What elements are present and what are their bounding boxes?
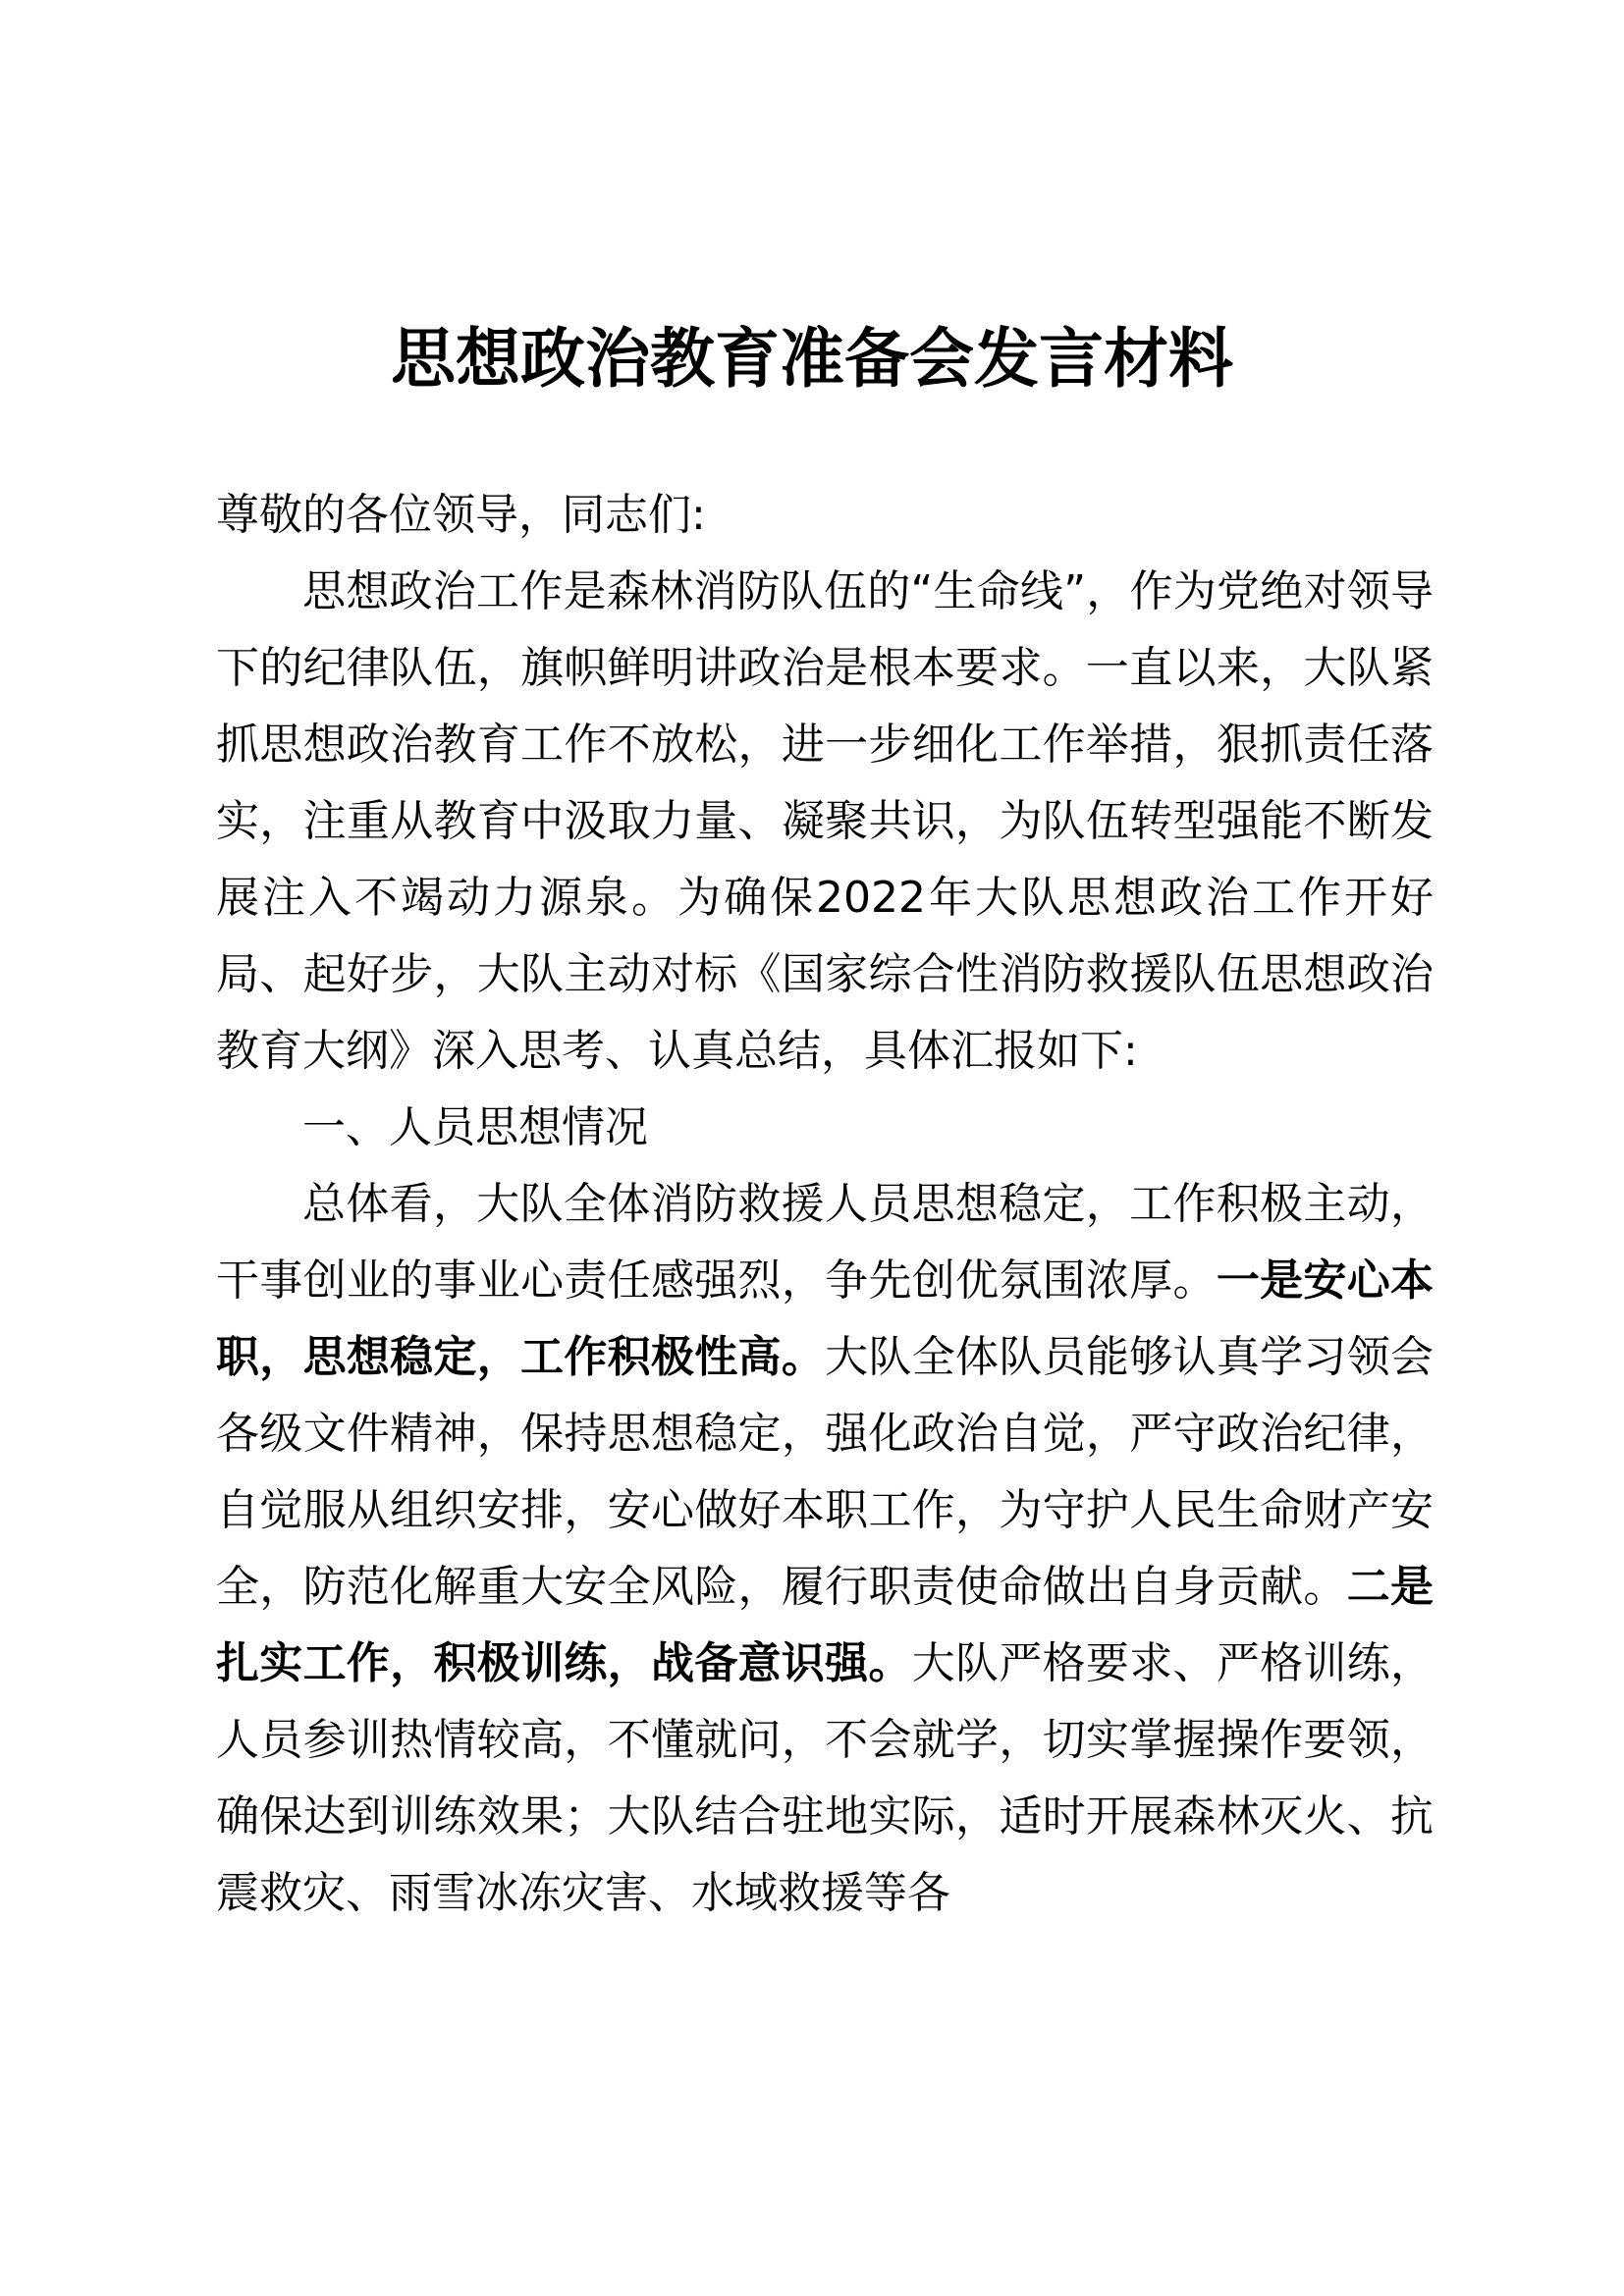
- bold-point-1: 一是安心本职，思想稳定，工作积极性高。: [216, 1255, 1435, 1382]
- section-heading: 一、人员思想情况: [302, 1102, 648, 1152]
- document-body: [216, 477, 1434, 1932]
- section-paragraph: [216, 1166, 1434, 1932]
- document-title: 思想政治教育准备会发言材料: [391, 320, 1233, 397]
- intro-paragraph: 思想政治工作是森林消防队伍的“生命线”，作为党绝对领导下的纪律队伍，旗帜鲜明讲政治是根本要求。一直以来，大队紧抓思想政治教育工作不放松，进一步细化工作举措，狠抓责任落实，注重从教育中汲取力量、凝聚共识，为队伍转型强能不断发展注入不竭动力源泉。为确保2022年大队思想政治工作开好局、起好步，大队主动对标《国家综合性消防救援队伍思想政治教育大纲》深入思考、认真总结，具体汇报如下:: [216, 566, 1434, 1076]
- paragraph-text: 大队严格要求、严格训练，人员参训热情较高，不懂就问，不会就学，切实掌握操作要领，确保达到训练效果；大队结合驻地实际，适时开展森林灭火、抗震救灾、雨雪冰冻灾害、水域救援等各: [216, 1638, 1435, 1918]
- bold-point-2: 二是扎实工作，积极训练，战备意识强。: [216, 1562, 1434, 1688]
- paragraph-text: 大队全体队员能够认真学习领会各级文件精神，保持思想稳定，强化政治自觉，严守政治纪律，自觉服从组织安排，安心做好本职工作，为守护人民生命财产安全，防范化解重大安全风险，履行职责使命做出自身贡献。: [216, 1332, 1435, 1612]
- paragraph-text: 总体看，大队全体消防救援人员思想稳定，工作积极主动，干事创业的事业心责任感强烈，争先创优氛围浓厚。: [216, 1179, 1434, 1306]
- salutation: 尊敬的各位领导，同志们:: [216, 490, 706, 540]
